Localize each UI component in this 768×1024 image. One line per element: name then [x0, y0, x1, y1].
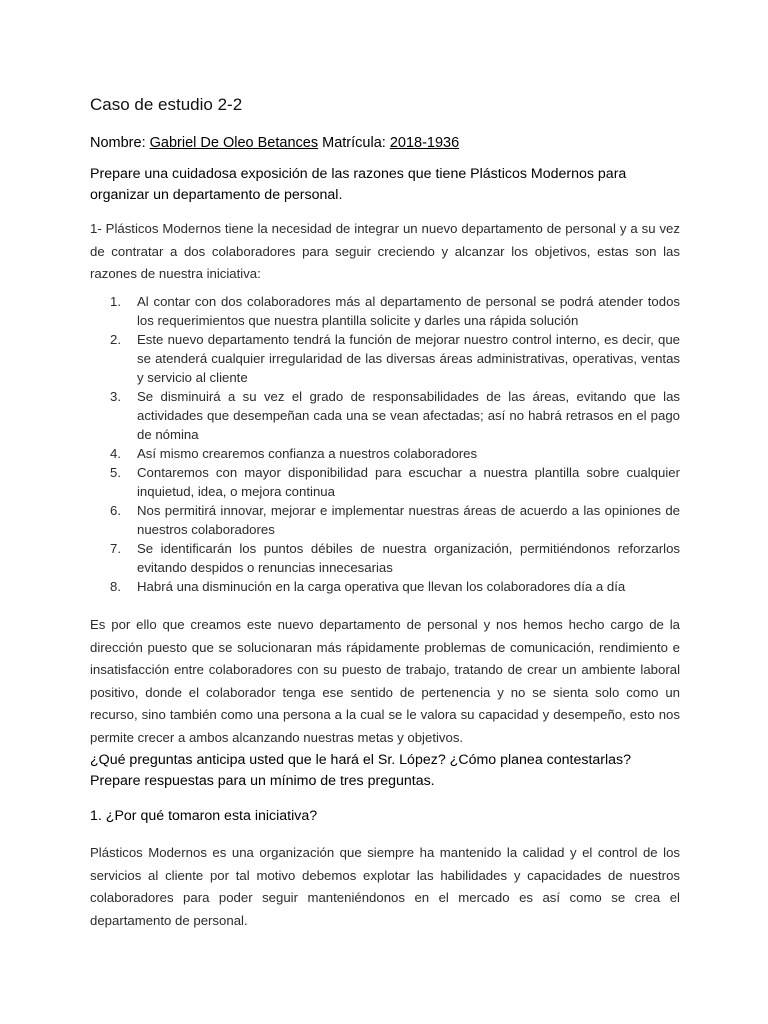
list-item-number: 2. [110, 332, 121, 347]
prompt-question-1: Prepare una cuidadosa exposición de las razones que tiene Plásticos Modernos para organizar un departamento de personal. [90, 166, 627, 203]
question-1-heading: 1. ¿Por qué tomaron esta iniciativa? [90, 808, 318, 824]
list-item-text: Nos permitirá innovar, mejorar e implementar nuestras áreas de acuerdo a las opiniones de nuestros colaboradores [137, 503, 680, 537]
list-item-text: Al contar con dos colaboradores más al departamento de personal se podrá atender todos los requerimientos que nuestra plantilla solicite y darles una rápida solución [137, 294, 680, 328]
list-item-text: Habrá una disminución en la carga operativa que llevan los colaboradores día a día [137, 579, 626, 594]
reasons-list [110, 292, 680, 596]
list-item-text: Se identificarán los puntos débiles de nuestra organización, permitiéndonos reforzarlos evitando despidos o renuncias innecesarias [137, 541, 680, 575]
matricula-value: 2018-1936 [389, 135, 460, 151]
list-item [110, 463, 680, 501]
list-item [110, 292, 680, 330]
intro-paragraph: 1- Plásticos Modernos tiene la necesidad de integrar un nuevo departamento de personal y a su vez de contratar a dos colaboradores para seguir creciendo y alcanzar los objetivos, estas son las razones de nuestra iniciativa: [90, 221, 680, 281]
matricula-label: Matrícula: [322, 135, 386, 151]
document-page [90, 0, 682, 1024]
list-item-number: 7. [110, 541, 121, 556]
student-info-line [90, 133, 459, 153]
list-item [110, 444, 680, 463]
list-item-number: 6. [110, 503, 121, 518]
conclusion-paragraph: Es por ello que creamos este nuevo departamento de personal y nos hemos hecho cargo de la dirección puesto que se solucionaran más rápidamente problemas de comunicación, rendimiento e insatisfacción entre colaboradores con su puesto de trabajo, tratando de crear un ambiente laboral positivo, donde el colaborador tenga ese sentido de pertenencia y no se sienta solo como un recurso, sino también como una persona a la cual se le valora su capacidad y desempeño, esto nos permite crecer a ambos alcanzando nuestras metas y objetivos. [90, 617, 680, 745]
answer-1-paragraph: Plásticos Modernos es una organización que siempre ha mantenido la calidad y el control de los servicios al cliente por tal motivo debemos explotar las habilidades y capacidades de nuestros colaboradores para poder seguir manteniéndonos en el mercado es así como se crea el departamento de personal. [90, 845, 680, 928]
name-label: Nombre: [90, 135, 146, 151]
list-item-number: 4. [110, 446, 121, 461]
list-item-text: Así mismo crearemos confianza a nuestros colaboradores [137, 446, 478, 461]
list-item-text: Se disminuirá a su vez el grado de responsabilidades de las áreas, evitando que las actividades que desempeñan cada una se vean afectadas; así no habrá retrasos en el pago de nómina [137, 389, 680, 442]
list-item [110, 501, 680, 539]
student-name: Gabriel De Oleo Betances [149, 135, 319, 151]
list-item [110, 539, 680, 577]
list-item-number: 8. [110, 579, 121, 594]
list-item-number: 5. [110, 465, 121, 480]
list-item-text: Contaremos con mayor disponibilidad para escuchar a nuestra plantilla sobre cualquier inquietud, idea, o mejora continua [137, 465, 680, 499]
list-item [110, 330, 680, 387]
list-item-number: 3. [110, 389, 121, 404]
list-item-number: 1. [110, 294, 121, 309]
list-item [110, 387, 680, 444]
list-item [110, 577, 680, 596]
list-item-text: Este nuevo departamento tendrá la función de mejorar nuestro control interno, es decir, que se atenderá cualquier irregularidad de las diversas áreas administrativas, operativas, ventas y servicio al cliente [137, 332, 680, 385]
prompt-question-2: ¿Qué preguntas anticipa usted que le hará el Sr. López? ¿Cómo planea contestarlas? Prepare respuestas para un mínimo de tres preguntas. [90, 752, 632, 789]
document-title: Caso de estudio 2-2 [90, 95, 243, 114]
